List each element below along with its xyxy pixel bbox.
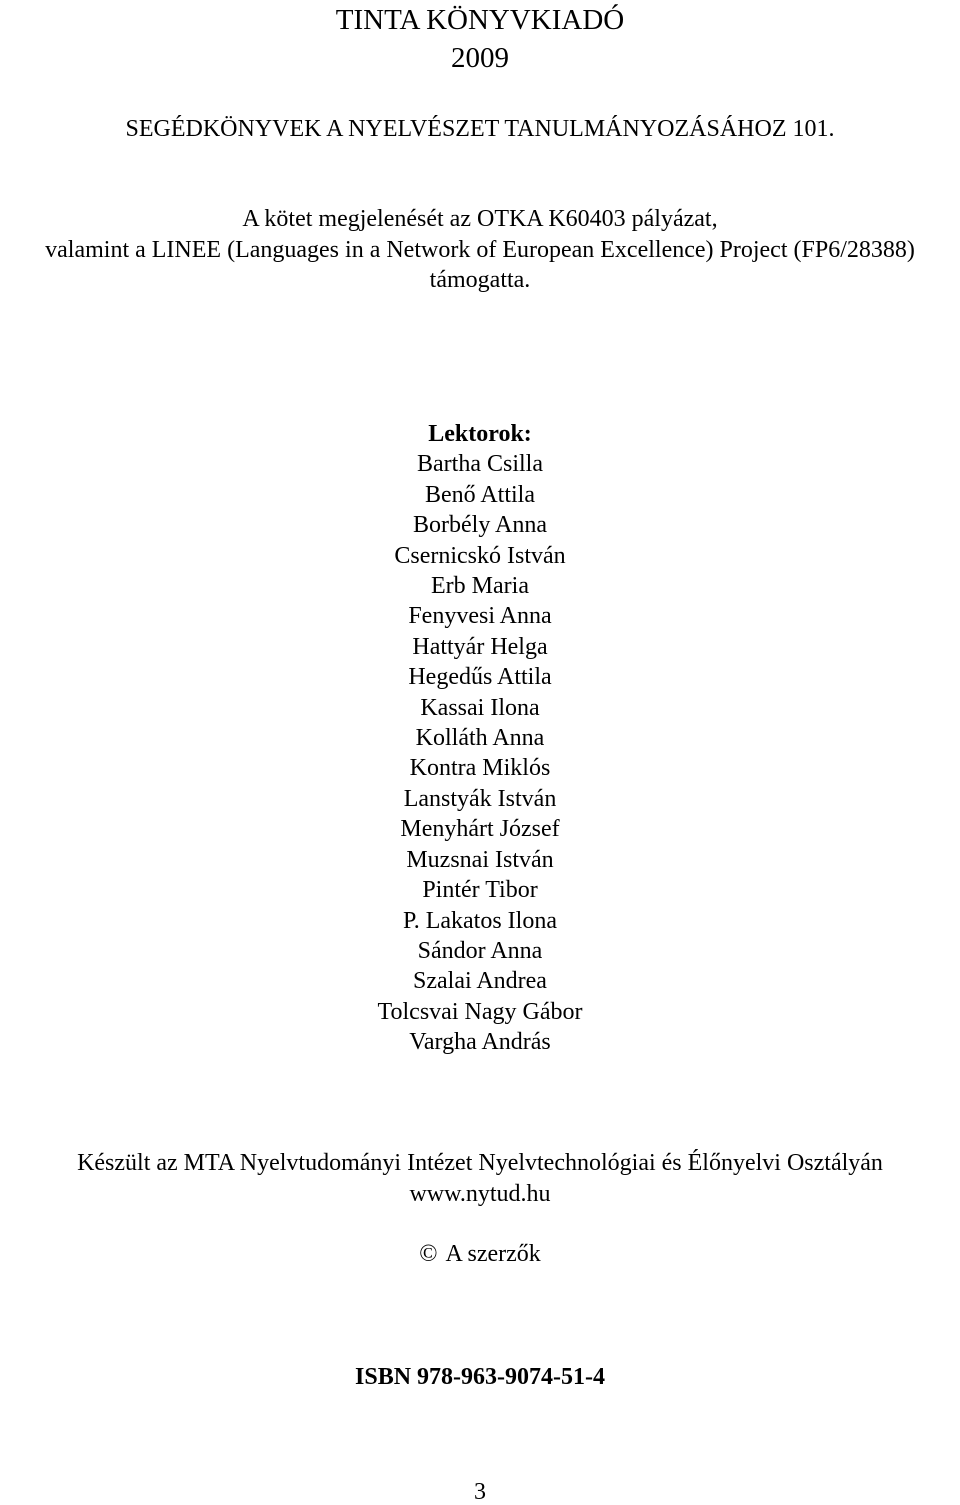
reviewers-heading: Lektorok: <box>428 421 532 447</box>
reviewer-name: Borbély Anna <box>413 512 547 539</box>
reviewers-list <box>0 419 960 1058</box>
reviewer-name: Fenyvesi Anna <box>408 603 552 630</box>
reviewer-name: Sándor Anna <box>417 937 543 964</box>
institute-credit: Készült az MTA Nyelvtudományi Intézet Nyelvtechnológiai és Élőnyelvi Osztályán <box>77 1150 883 1176</box>
reviewer-name: P. Lakatos Ilona <box>403 907 557 934</box>
institute-url: www.nytud.hu <box>409 1181 551 1207</box>
copyright-line <box>0 1242 960 1266</box>
publication-year: 2009 <box>451 42 509 74</box>
reviewer-name: Erb Maria <box>431 573 529 600</box>
reviewer-name: Kontra Miklós <box>409 755 551 782</box>
reviewer-name: Tolcsvai Nagy Gábor <box>377 998 583 1025</box>
reviewer-name: Muzsnai István <box>406 846 554 873</box>
copyright-holder: A szerzők <box>445 1241 541 1267</box>
reviewer-name: Kolláth Anna <box>415 725 545 752</box>
reviewer-name: Csernicskó István <box>394 542 566 569</box>
publisher-name: TINTA KÖNYVKIADÓ <box>335 4 625 36</box>
copyright-icon: © <box>419 1241 438 1267</box>
isbn: ISBN 978-963-9074-51-4 <box>355 1364 605 1390</box>
reviewer-name: Hegedűs Attila <box>408 664 552 691</box>
reviewer-name: Hattyár Helga <box>412 633 548 660</box>
reviewer-name: Lanstyák István <box>403 785 557 812</box>
reviewer-name: Kassai Ilona <box>420 694 540 721</box>
series-title: SEGÉDKÖNYVEK A NYELVÉSZET TANULMÁNYOZÁSÁHOZ 101. <box>125 116 835 142</box>
support-line-1: A kötet megjelenését az OTKA K60403 pályázat, <box>242 206 718 232</box>
reviewer-name: Pintér Tibor <box>422 877 538 904</box>
reviewer-name: Szalai Andrea <box>413 968 547 995</box>
reviewer-name: Bartha Csilla <box>417 451 543 478</box>
page-number: 3 <box>474 1479 486 1505</box>
support-line-2: valamint a LINEE (Languages in a Network of European Excellence) Project (FP6/28388) <box>45 237 915 263</box>
reviewer-name: Benő Attila <box>425 481 535 508</box>
reviewer-name: Vargha András <box>409 1029 551 1056</box>
support-line-3: támogatta. <box>429 267 531 293</box>
reviewer-name: Menyhárt József <box>400 816 560 843</box>
